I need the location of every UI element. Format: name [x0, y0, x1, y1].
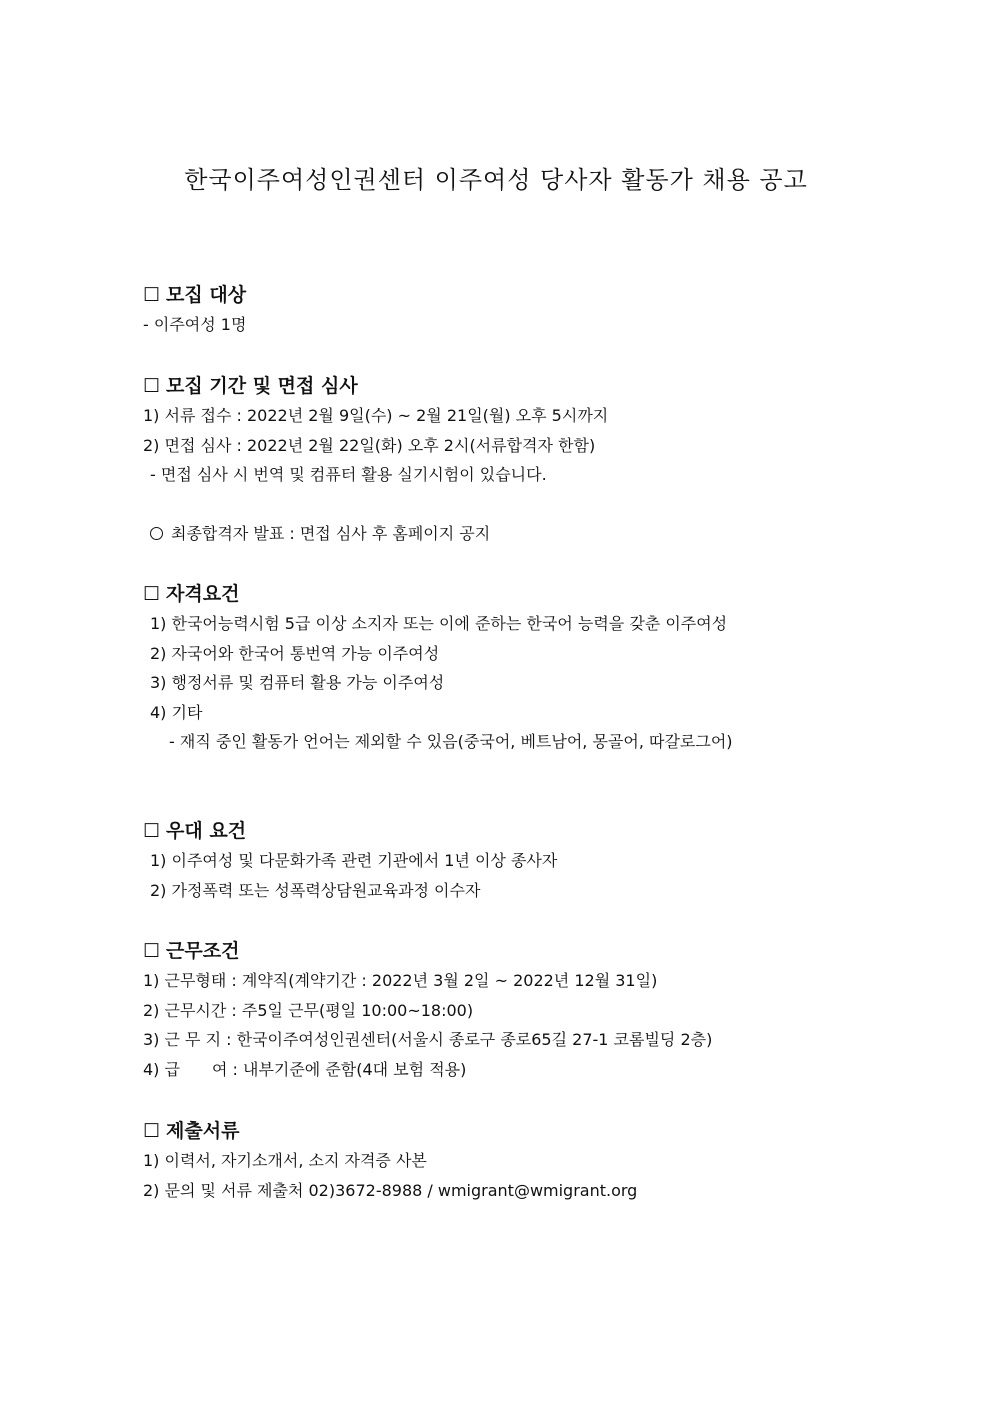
section-preferred-qualifications [143, 816, 863, 905]
section-heading [143, 280, 863, 310]
contact-line: 2) 문의 및 서류 제출처 02)3672-8988 / wmigrant@wmigrant.org [143, 1180, 638, 1200]
heading-text: 모집 대상 [166, 284, 247, 306]
body-line: - 재직 중인 활동가 언어는 제외할 수 있음(중국어, 베트남어, 몽골어, 따갈로그어) [169, 732, 733, 751]
heading-text: 모집 기간 및 면접 심사 [166, 375, 358, 397]
checkbox-icon: ☐ [143, 1120, 161, 1142]
section-heading [143, 816, 863, 846]
spacer [143, 490, 863, 520]
body-line: 2) 가정폭력 또는 성폭력상담원교육과정 이수자 [150, 880, 481, 900]
section-recruitment-period [143, 371, 863, 549]
body-line: 4) 급 여 : 내부기준에 준함(4대 보험 적용) [143, 1059, 467, 1079]
circle-icon [150, 527, 163, 540]
heading-text: 근무조건 [166, 940, 240, 962]
body-line: - 면접 심사 시 번역 및 컴퓨터 활용 실기시험이 있습니다. [150, 465, 547, 484]
notice-line [143, 519, 863, 549]
notice-text: 최종합격자 발표 : 면접 심사 후 홈페이지 공지 [171, 524, 491, 543]
heading-text: 우대 요건 [166, 820, 247, 842]
body-line: - 이주여성 1명 [143, 315, 247, 334]
body-line: 4) 기타 [150, 702, 203, 722]
body-line: 1) 근무형태 : 계약직(계약기간 : 2022년 3월 2일 ~ 2022년 12월 31일) [143, 971, 658, 990]
checkbox-icon: ☐ [143, 940, 161, 962]
body-line: 3) 근 무 지 : 한국이주여성인권센터(서울시 종로구 종로65길 27-1 코롬빌딩 2층) [143, 1030, 713, 1049]
body-line: 1) 한국어능력시험 5급 이상 소지자 또는 이에 준하는 한국어 능력을 갖춘 이주여성 [150, 614, 728, 633]
section-required-documents [143, 1116, 863, 1205]
section-heading [143, 579, 863, 609]
body-line: 1) 서류 접수 : 2022년 2월 9일(수) ~ 2월 21일(월) 오후 5시까지 [143, 406, 609, 425]
section-recruitment-target [143, 280, 863, 340]
section-heading [143, 936, 863, 966]
checkbox-icon: ☐ [143, 284, 161, 306]
section-qualifications [143, 579, 863, 757]
checkbox-icon: ☐ [143, 820, 161, 842]
section-heading [143, 371, 863, 401]
body-line: 2) 자국어와 한국어 통번역 가능 이주여성 [150, 643, 440, 663]
heading-text: 자격요건 [166, 583, 240, 605]
checkbox-icon: ☐ [143, 375, 161, 397]
heading-text: 제출서류 [166, 1120, 240, 1142]
body-line: 1) 이력서, 자기소개서, 소지 자격증 사본 [143, 1151, 427, 1170]
body-line: 3) 행정서류 및 컴퓨터 활용 가능 이주여성 [150, 673, 445, 692]
checkbox-icon: ☐ [143, 583, 161, 605]
body-line: 1) 이주여성 및 다문화가족 관련 기관에서 1년 이상 종사자 [150, 851, 558, 870]
document-title: 한국이주여성인권센터 이주여성 당사자 활동가 채용 공고 [184, 166, 808, 194]
section-heading [143, 1116, 863, 1146]
section-working-conditions [143, 936, 863, 1084]
body-line: 2) 면접 심사 : 2022년 2월 22일(화) 오후 2시(서류합격자 한함) [143, 435, 596, 455]
body-line: 2) 근무시간 : 주5일 근무(평일 10:00~18:00) [143, 1000, 474, 1020]
